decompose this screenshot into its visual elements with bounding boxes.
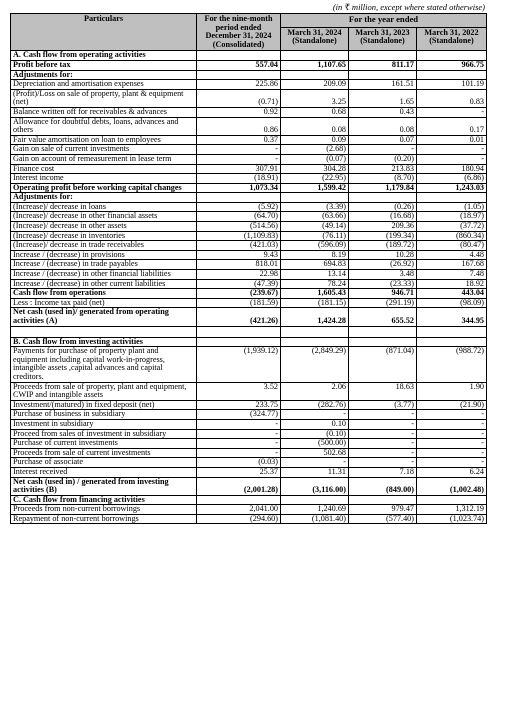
row-label: Increase / (decrease) in provisions — [11, 250, 197, 260]
row-label: (Increase)/ decrease in inventories — [11, 231, 197, 241]
row-value: 557.04 — [197, 60, 281, 70]
row-label: (Increase)/ decrease in loans — [11, 202, 197, 212]
row-label: Net cash (used in) / generated from investing activities (B) — [11, 477, 197, 495]
row-value: (22.95) — [281, 174, 349, 184]
row-value: 7.18 — [349, 467, 417, 477]
row-value: 0.17 — [417, 117, 487, 135]
row-label: (Profit)/Loss on sale of property, plant & equipment (net) — [11, 89, 197, 107]
row-label: Gain on account of remeasurement in lease term — [11, 154, 197, 164]
row-value: (80.47) — [417, 241, 487, 251]
table-row — [11, 477, 487, 495]
row-value: (421.03) — [197, 241, 281, 251]
row-value: 0.09 — [281, 135, 349, 145]
row-value: (26.92) — [349, 260, 417, 270]
row-value: 78.24 — [281, 279, 349, 289]
row-value: 6.24 — [417, 467, 487, 477]
row-value — [417, 326, 487, 337]
row-value: (76.11) — [281, 231, 349, 241]
row-value: (0.20) — [349, 154, 417, 164]
row-value: (1,023.74) — [417, 514, 487, 524]
row-value — [281, 193, 349, 203]
row-label: Gain on sale of current investments — [11, 145, 197, 155]
row-label: Adjustments for: — [11, 70, 197, 80]
row-value: (1,081.40) — [281, 514, 349, 524]
row-value: (199.34) — [349, 231, 417, 241]
row-value: (1,939.12) — [197, 347, 281, 382]
row-value: (18.97) — [417, 212, 487, 222]
row-value: (2.68) — [281, 145, 349, 155]
row-value: 694.83 — [281, 260, 349, 270]
header-nine-month-period: For the nine-month period ended December 31, 2024 (Consolidated) — [197, 14, 281, 51]
row-value: - — [281, 410, 349, 420]
table-row — [11, 289, 487, 299]
table-row — [11, 117, 487, 135]
row-value: 209.09 — [281, 80, 349, 90]
row-label: Payments for purchase of property plant and equipment including capital work-in-progress, intangible assets ,capital advances and capital creditors. — [11, 347, 197, 382]
row-value — [417, 193, 487, 203]
header-year-ended: For the year ended — [281, 14, 487, 28]
row-value: 1,599.42 — [281, 183, 349, 193]
row-label: Balance written off for receivables & advances — [11, 107, 197, 117]
row-value: (1.05) — [417, 202, 487, 212]
table-row — [11, 193, 487, 203]
row-value: 1,073.34 — [197, 183, 281, 193]
row-value: (849.00) — [349, 477, 417, 495]
row-value: (0.03) — [197, 458, 281, 468]
row-value: (2,849.29) — [281, 347, 349, 382]
row-label: Less : Income tax paid (net) — [11, 298, 197, 308]
row-value: 11.31 — [281, 467, 349, 477]
row-label: Allowance for doubtful debts, loans, advances and others — [11, 117, 197, 135]
row-value: 1,240.69 — [281, 505, 349, 515]
row-value: (16.68) — [349, 212, 417, 222]
row-value: 304.28 — [281, 164, 349, 174]
row-label: C. Cash flow from financing activities — [11, 495, 197, 505]
header-fy2023: March 31, 2023 (Standalone) — [349, 27, 417, 51]
row-label: B. Cash flow from investing activities — [11, 337, 197, 347]
row-value: 818.01 — [197, 260, 281, 270]
row-label: Investment/(matured) in fixed deposit (net) — [11, 400, 197, 410]
row-label: Purchase of business in subsidiary — [11, 410, 197, 420]
row-value: 655.52 — [349, 308, 417, 326]
row-label: Interest received — [11, 467, 197, 477]
row-label: Proceeds from sale of current investments — [11, 448, 197, 458]
row-label: (Increase)/ decrease in trade receivables — [11, 241, 197, 251]
row-value: (0.07) — [281, 154, 349, 164]
row-label: Purchase of current investments — [11, 439, 197, 449]
row-label: Increase / (decrease) in other financial liabilities — [11, 270, 197, 280]
row-value: 344.95 — [417, 308, 487, 326]
row-value: (37.72) — [417, 222, 487, 232]
row-label: Interest income — [11, 174, 197, 184]
row-value: 811.17 — [349, 60, 417, 70]
row-value: (23.33) — [349, 279, 417, 289]
table-row — [11, 326, 487, 337]
row-value — [281, 326, 349, 337]
row-value: (3.77) — [349, 400, 417, 410]
row-value: (181.15) — [281, 298, 349, 308]
row-value: (3.39) — [281, 202, 349, 212]
row-value: 1.65 — [349, 89, 417, 107]
row-value: - — [417, 154, 487, 164]
row-value: 1,107.65 — [281, 60, 349, 70]
row-value: (291.19) — [349, 298, 417, 308]
row-value: 502.68 — [281, 448, 349, 458]
row-value: (3,116.00) — [281, 477, 349, 495]
row-label: Adjustments for: — [11, 193, 197, 203]
row-value: - — [349, 458, 417, 468]
row-value: 1,605.43 — [281, 289, 349, 299]
row-value: 213.83 — [349, 164, 417, 174]
table-row — [11, 241, 487, 251]
row-value: 3.52 — [197, 382, 281, 400]
row-value: 4.48 — [417, 250, 487, 260]
row-value: (324.77) — [197, 410, 281, 420]
table-row — [11, 80, 487, 90]
row-value: - — [417, 458, 487, 468]
row-value: 25.37 — [197, 467, 281, 477]
row-value: (0.10) — [281, 429, 349, 439]
row-value: (596.09) — [281, 241, 349, 251]
table-row — [11, 107, 487, 117]
row-label: Cash flow from operations — [11, 289, 197, 299]
row-value — [197, 193, 281, 203]
row-value: 443.04 — [417, 289, 487, 299]
row-value: 13.14 — [281, 270, 349, 280]
row-value: 167.68 — [417, 260, 487, 270]
row-label: Purchase of associate — [11, 458, 197, 468]
row-value: - — [349, 448, 417, 458]
row-value: 979.47 — [349, 505, 417, 515]
row-value: 1,179.84 — [349, 183, 417, 193]
row-label: Finance cost — [11, 164, 197, 174]
row-value: (8.70) — [349, 174, 417, 184]
row-value: (5.92) — [197, 202, 281, 212]
row-value: 307.91 — [197, 164, 281, 174]
row-label: (Increase)/ decrease in other assets — [11, 222, 197, 232]
row-value: (988.72) — [417, 347, 487, 382]
row-value: 233.75 — [197, 400, 281, 410]
row-label: Repayment of non-current borrowings — [11, 514, 197, 524]
row-value: - — [349, 439, 417, 449]
row-value: - — [417, 107, 487, 117]
table-row — [11, 270, 487, 280]
table-row — [11, 308, 487, 326]
row-value: 2.06 — [281, 382, 349, 400]
table-row — [11, 467, 487, 477]
row-value: (421.26) — [197, 308, 281, 326]
row-value: 0.10 — [281, 419, 349, 429]
table-row — [11, 60, 487, 70]
row-value: 7.48 — [417, 270, 487, 280]
row-label: Investment in subsidiary — [11, 419, 197, 429]
table-row — [11, 505, 487, 515]
table-row — [11, 89, 487, 107]
table-row — [11, 439, 487, 449]
row-value: (98.09) — [417, 298, 487, 308]
row-value: - — [417, 419, 487, 429]
row-value: - — [349, 145, 417, 155]
table-row — [11, 410, 487, 420]
row-value: 0.68 — [281, 107, 349, 117]
row-label: Profit before tax — [11, 60, 197, 70]
row-value: - — [197, 154, 281, 164]
row-value — [197, 326, 281, 337]
row-value: 0.86 — [197, 117, 281, 135]
row-value: 1,243.03 — [417, 183, 487, 193]
row-value: - — [197, 448, 281, 458]
table-row — [11, 164, 487, 174]
row-value: 3.25 — [281, 89, 349, 107]
row-value: (282.76) — [281, 400, 349, 410]
row-value: 946.71 — [349, 289, 417, 299]
row-value: (500.00) — [281, 439, 349, 449]
table-row — [11, 419, 487, 429]
table-body — [11, 51, 487, 524]
row-value: 0.37 — [197, 135, 281, 145]
row-value: (21.90) — [417, 400, 487, 410]
row-value: 1,312.19 — [417, 505, 487, 515]
row-value: 180.94 — [417, 164, 487, 174]
table-row — [11, 222, 487, 232]
row-value: 1.90 — [417, 382, 487, 400]
row-value: (47.39) — [197, 279, 281, 289]
row-value: (6.86) — [417, 174, 487, 184]
row-value: 22.98 — [197, 270, 281, 280]
row-value: 161.51 — [349, 80, 417, 90]
row-value: 0.83 — [417, 89, 487, 107]
row-value — [349, 326, 417, 337]
cash-flow-table — [10, 13, 487, 524]
row-value: 10.28 — [349, 250, 417, 260]
table-row — [11, 145, 487, 155]
row-value: 18.63 — [349, 382, 417, 400]
row-value: - — [349, 429, 417, 439]
row-value: 0.07 — [349, 135, 417, 145]
row-value: 3.48 — [349, 270, 417, 280]
row-value: (63.66) — [281, 212, 349, 222]
row-value: (64.70) — [197, 212, 281, 222]
row-value: - — [417, 145, 487, 155]
row-value: (189.72) — [349, 241, 417, 251]
row-value: (181.59) — [197, 298, 281, 308]
row-label: Increase / (decrease) in trade payables — [11, 260, 197, 270]
row-value: (18.91) — [197, 174, 281, 184]
row-value: 1,424.28 — [281, 308, 349, 326]
table-row — [11, 514, 487, 524]
table-row — [11, 174, 487, 184]
row-value: (0.71) — [197, 89, 281, 107]
unit-note: (in ₹ million, except where stated otherwise) — [332, 2, 485, 12]
row-label: Net cash (used in)/ generated from operating activities (A) — [11, 308, 197, 326]
row-value: (0.26) — [349, 202, 417, 212]
row-value: 0.92 — [197, 107, 281, 117]
row-label: Proceeds from non-current borrowings — [11, 505, 197, 515]
row-label: Proceeds from sale of property, plant and equipment, CWIP and intangible assets — [11, 382, 197, 400]
row-value: 18.92 — [417, 279, 487, 289]
row-value: (239.67) — [197, 289, 281, 299]
row-label: (Increase)/ decrease in other financial assets — [11, 212, 197, 222]
row-value: (2,001.28) — [197, 477, 281, 495]
row-value: - — [197, 439, 281, 449]
row-value: - — [349, 410, 417, 420]
row-value: - — [349, 419, 417, 429]
header-particulars: Particulars — [11, 14, 197, 51]
row-value: 225.86 — [197, 80, 281, 90]
row-value: 9.43 — [197, 250, 281, 260]
row-value: - — [197, 429, 281, 439]
row-value: - — [417, 429, 487, 439]
row-value: - — [417, 448, 487, 458]
header-fy2022: March 31, 2022 (Standalone) — [417, 27, 487, 51]
table-row — [11, 154, 487, 164]
row-value: 2,041.00 — [197, 505, 281, 515]
row-value: (49.14) — [281, 222, 349, 232]
row-value: 0.43 — [349, 107, 417, 117]
row-label: A. Cash flow from operating activities — [11, 51, 197, 61]
row-value: (1,109.83) — [197, 231, 281, 241]
header-fy2024: March 31, 2024 (Standalone) — [281, 27, 349, 51]
row-value: 8.19 — [281, 250, 349, 260]
table-row — [11, 183, 487, 193]
row-value: 0.01 — [417, 135, 487, 145]
row-value: - — [197, 145, 281, 155]
row-value: 0.08 — [349, 117, 417, 135]
row-label: Fair value amortisation on loan to employees — [11, 135, 197, 145]
row-value: 0.08 — [281, 117, 349, 135]
table-row — [11, 347, 487, 382]
row-value: 209.36 — [349, 222, 417, 232]
table-row — [11, 382, 487, 400]
row-label — [11, 326, 197, 337]
row-value: - — [417, 410, 487, 420]
row-value: (860.34) — [417, 231, 487, 241]
row-value: (1,002.48) — [417, 477, 487, 495]
table-row — [11, 51, 487, 61]
row-value: (577.40) — [349, 514, 417, 524]
row-label: Proceed from sales of investment in subsidiary — [11, 429, 197, 439]
row-label: Increase / (decrease) in other current liabilities — [11, 279, 197, 289]
row-value: (514.56) — [197, 222, 281, 232]
row-label: Depreciation and amortisation expenses — [11, 80, 197, 90]
row-value: - — [281, 458, 349, 468]
row-value: - — [197, 419, 281, 429]
row-value: 101.19 — [417, 80, 487, 90]
row-value: (294.60) — [197, 514, 281, 524]
row-value: (871.04) — [349, 347, 417, 382]
row-value: 966.75 — [417, 60, 487, 70]
row-label: Operating profit before working capital changes — [11, 183, 197, 193]
row-value: - — [417, 439, 487, 449]
table-row — [11, 458, 487, 468]
row-value — [349, 193, 417, 203]
